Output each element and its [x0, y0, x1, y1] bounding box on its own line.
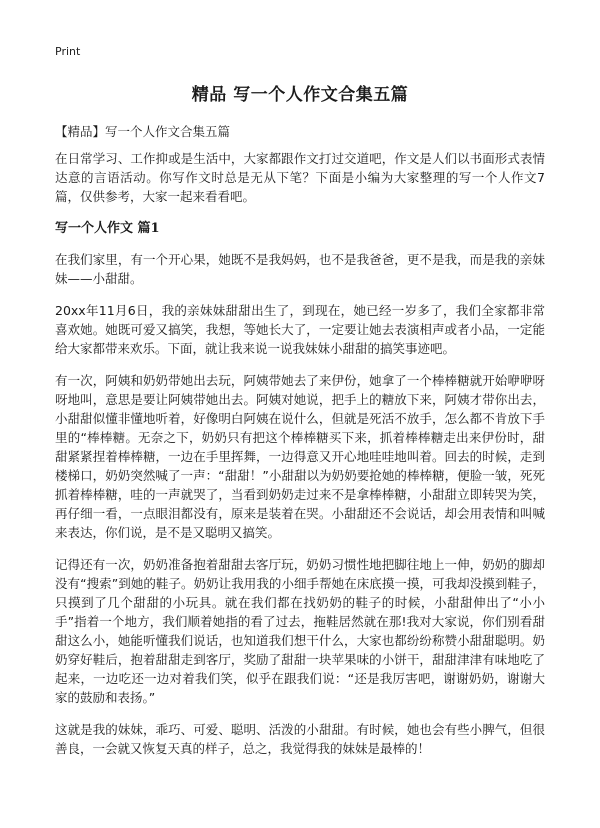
print-link[interactable]: Print	[55, 45, 81, 58]
document-subtitle: 【精品】写一个人作文合集五篇	[55, 124, 231, 139]
body-paragraph: 20xx年11月6日，我的亲妹妹甜甜出生了，到现在，她已经一岁多了，我们全家都非常喜欢她。她既可爱又搞笑，我想，等她长大了，一定要让她去表演相声或者小品，一定能给大家都带来欢乐。下面，就让我来说一说我妹妹小甜甜的搞笑事迹吧。	[55, 303, 545, 356]
body-paragraph: 记得还有一次，奶奶准备抱着甜甜去客厅玩，奶奶习惯性地把脚往地上一伸，奶奶的脚却没有“搜索”到她的鞋子。奶奶让我用我的小细手帮她在床底摸一摸，可我却没摸到鞋子，只摸到了几个甜甜的小玩具。就在我们都在找奶奶的鞋子的时候，小甜甜伸出了“小小手”指着一个地方，我们顺着她指的看了过去，拖鞋居然就在那!我对大家说，你们别看甜甜这么小，她能听懂我们说话，也知道我们想干什么，大家也都纷纷称赞小甜甜聪明。奶奶穿好鞋后，抱着甜甜走到客厅，奖励了甜甜一块苹果味的小饼干，甜甜津津有味地吃了起来，一边吃还一边对着我们笑，似乎在跟我们说：“还是我厉害吧，谢谢奶奶，谢谢大家的鼓励和表扬。”	[55, 557, 545, 705]
body-paragraph: 有一次，阿姨和奶奶带她出去玩，阿姨带她去了来伊份，她拿了一个棒棒糖就开始咿咿呀呀地叫，意思是要让阿姨带她出去。阿姨对她说，把手上的糖放下来，阿姨才带你出去，小甜甜似懂非懂地听着，好像明白阿姨在说什么，但就是死活不放手，怎么都不肯放下手里的“棒棒糖。无奈之下，奶奶只有把这个棒棒糖买下来，抓着棒棒糖走出来伊份时，甜甜紧紧捏着棒棒糖，一边在手里挥舞，一边得意又开心地哇哇地叫着。回去的时候，走到楼梯口，奶奶突然喊了一声：“甜甜！”小甜甜以为奶奶要抢她的棒棒糖，便脸一皱，死死抓着棒棒糖，哇的一声就哭了，当看到奶奶走过来不是拿棒棒糖，小甜甜立即转哭为笑，再仔细一看，一点眼泪都没有，原来是装着在哭。小甜甜还不会说话，却会用表情和叫喊来表达，你们说，是不是又聪明又搞笑。	[55, 373, 545, 540]
body-paragraph: 这就是我的妹妹，乖巧、可爱、聪明、活泼的小甜甜。有时候，她也会有些小脾气，但很善良，一会就又恢复天真的样子，总之，我觉得我的妹妹是最棒的！	[55, 722, 545, 756]
section-heading: 写一个人作文 篇1	[55, 221, 160, 236]
body-paragraph: 在我们家里，有一个开心果，她既不是我妈妈，也不是我爸爸，更不是我，而是我的亲妹妹——小甜甜。	[55, 252, 545, 286]
document-body	[55, 149, 545, 771]
document-title: 精品 写一个人作文合集五篇	[191, 85, 409, 105]
intro-paragraph: 在日常学习、工作抑或是生活中，大家都跟作文打过交道吧，作文是人们以书面形式表情达意的言语活动。你写作文时总是无从下笔？下面是小编为大家整理的写一个人作文7篇，仅供参考，大家一起来看看吧。	[55, 151, 545, 204]
